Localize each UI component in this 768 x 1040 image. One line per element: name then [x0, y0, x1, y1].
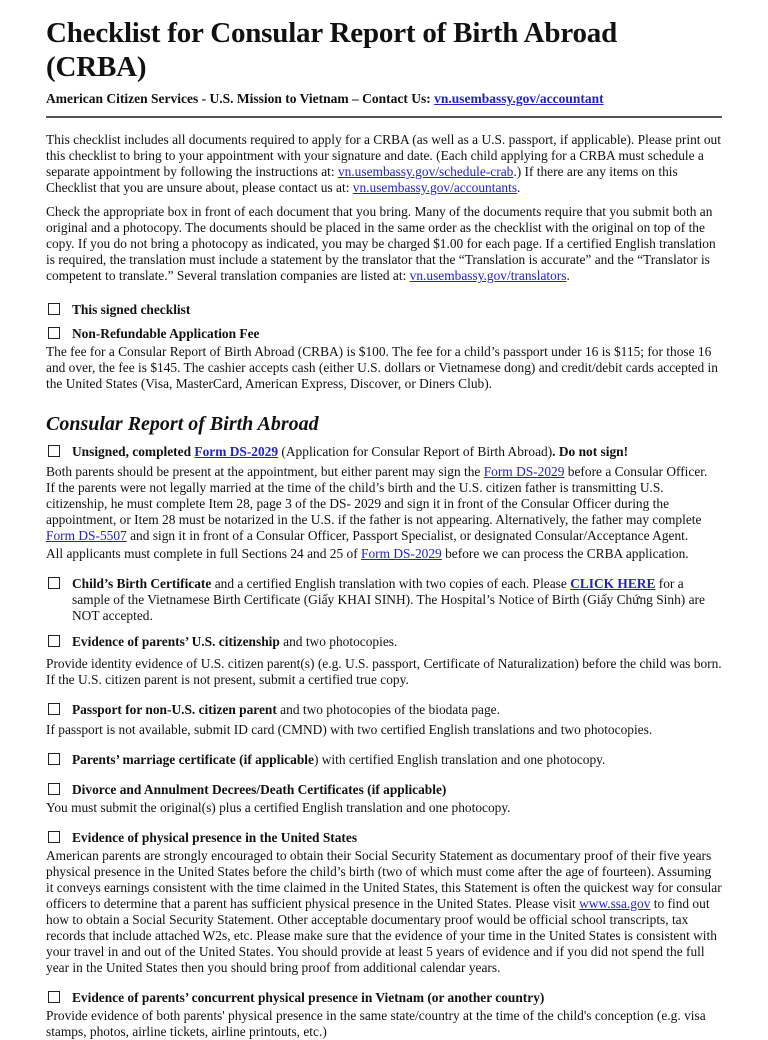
ssa-link[interactable]: www.ssa.gov — [579, 896, 651, 911]
intro-paragraph-1: This checklist includes all documents required to apply for a CRBA (as well as a U.S. passport, if applicable). Please print out this checklist to bring to your appointment with your signature and date. (Each child applying for a CRBA must schedule a separate appointment by following the instructions at: vn.usembassy.gov/schedule-crab.) If there are any items on this Checklist that you are unsure about, please contact us at: vn.usembassy.gov/accountants. — [46, 132, 721, 195]
checkbox[interactable] — [48, 635, 60, 647]
checklist-item-citizenship: Evidence of parents’ U.S. citizenship and two photocopies. — [46, 634, 722, 650]
checklist-item-birth-certificate: Child’s Birth Certificate and a certified English translation with two copies of each. Please CLICK HERE for a sample of the Vietnamese Birth Certificate (Giấy KHAI SINH). The Hospital’s Notice of Birth (Giấy Chứng Sinh) are NOT accepted. — [46, 576, 722, 624]
checkbox[interactable] — [48, 753, 60, 765]
checklist-item-signed: This signed checklist — [46, 302, 722, 318]
page-title: Checklist for Consular Report of Birth Abroad (CRBA) — [46, 17, 618, 83]
checkbox[interactable] — [48, 783, 60, 795]
click-here-link[interactable]: CLICK HERE — [570, 576, 656, 591]
ds2029-description-3: All applicants must complete in full Sections 24 and 25 of Form DS-2029 before we can process the CRBA application. — [46, 546, 689, 561]
checklist-item-physical-presence-vn: Evidence of parents’ concurrent physical presence in Vietnam (or another country) — [46, 990, 722, 1006]
physical-presence-vn-description: Provide evidence of both parents' physical presence in the same state/country at the time of the child's conception (e.g. visa stamps, photos, airline tickets, airline printouts, etc.) — [46, 1008, 706, 1039]
contact-link[interactable]: vn.usembassy.gov/accountant — [434, 91, 604, 106]
header-divider — [46, 116, 722, 118]
divorce-description: You must submit the original(s) plus a certified English translation and one photocopy. — [46, 800, 511, 815]
citizenship-description: Provide identity evidence of U.S. citizen parent(s) (e.g. U.S. passport, Certificate of Naturalization) before the child was born. If the U.S. citizen parent is not present, submit a certified true copy. — [46, 656, 722, 687]
translators-link[interactable]: vn.usembassy.gov/translators — [409, 268, 567, 283]
non-us-passport-description: If passport is not available, submit ID card (CMND) with two certified English translations and two photocopies. — [46, 722, 653, 737]
form-ds2029-link[interactable]: Form DS-2029 — [194, 444, 279, 459]
form-ds5507-link[interactable]: Form DS-5507 — [46, 528, 127, 543]
checklist-item-physical-presence-us: Evidence of physical presence in the United States — [46, 830, 722, 846]
section-title-crba: Consular Report of Birth Abroad — [46, 413, 319, 435]
accountants-link[interactable]: vn.usembassy.gov/accountants — [352, 180, 518, 195]
schedule-link[interactable]: vn.usembassy.gov/schedule-crab — [337, 164, 514, 179]
intro-paragraph-2: Check the appropriate box in front of each document that you bring. Many of the documents require that you submit both an original and a photocopy. The documents should be placed in the same order as the checklist with the original on top of the copy. If you do not bring a photocopy as indicated, you may be charged $1.00 for each page. If a certified English translation is required, the translation must include a statement by the translator that the “Translation is accurate” and the “Translator is competent to translate.” Several translation companies are listed at: vn.usembassy.gov/translators. — [46, 204, 716, 283]
fee-description: The fee for a Consular Report of Birth Abroad (CRBA) is $100. The fee for a child’s passport under 16 is $115; for those 16 and over, the fee is $145. The cashier accepts cash (either U.S. dollars or Vietnamese dong) and credit/debit cards accepted in the United States (Visa, MasterCard, American Express, Discover, or Diners Club). — [46, 344, 718, 391]
ds2029-description-1: Both parents should be present at the appointment, but either parent may sign the Form DS-2029 before a Consular Officer. — [46, 464, 708, 479]
contact-line: American Citizen Services - U.S. Mission to Vietnam – Contact Us: vn.usembassy.gov/accountant — [46, 91, 604, 106]
checklist-item-fee: Non-Refundable Application Fee — [46, 326, 722, 342]
form-ds2029-link[interactable]: Form DS-2029 — [483, 464, 565, 479]
form-ds2029-link[interactable]: Form DS-2029 — [361, 546, 442, 561]
ds2029-description-2: If the parents were not legally married at the time of the child’s birth and the U.S. citizen father is transmitting U.S. citizenship, he must complete Item 28, page 3 of the DS- 2029 and sign it in front of the Consular Officer during the appointment, or Item 28 must be notarized in the U.S. if the father is not appearing. Alternatively, the father may complete Form DS-5507 and sign it in front of a Consular Officer, Passport Specialist, or designated Consular/Acceptance Agent. — [46, 480, 702, 543]
checkbox[interactable] — [48, 991, 60, 1003]
physical-presence-us-description: American parents are strongly encouraged to obtain their Social Security Statement as documentary proof of their five years physical presence in the United States before the child’s birth (two of which must come after the age of fourteen). Assuming it conveys earnings consistent with the time claimed in the United States, this Statement is often the quickest way for consular officers to determine that a parent has sufficient physical presence in the United States. Please visit www.ssa.gov to find out how to obtain a Social Security Statement. Other acceptable documentary proof would be official school transcripts, tax records that include attached W2s, etc. Please make sure that the evidence of your time in the United States is consistent with your travel in and out of the United States. You should provide at least 5 years of evidence and if you did not spend the full year in the United States then you should bring proof from additional calendar years. — [46, 848, 722, 975]
checkbox[interactable] — [48, 577, 60, 589]
checklist-item-divorce: Divorce and Annulment Decrees/Death Certificates (if applicable) — [46, 782, 722, 798]
checklist-item-marriage: Parents’ marriage certificate (if applicable) with certified English translation and one photocopy. — [46, 752, 722, 768]
checkbox[interactable] — [48, 445, 60, 457]
checkbox[interactable] — [48, 327, 60, 339]
checklist-item-ds2029: Unsigned, completed Form DS-2029 (Application for Consular Report of Birth Abroad). Do not sign! — [46, 444, 722, 460]
checkbox[interactable] — [48, 831, 60, 843]
checkbox[interactable] — [48, 703, 60, 715]
checkbox[interactable] — [48, 303, 60, 315]
checklist-item-non-us-passport: Passport for non-U.S. citizen parent and two photocopies of the biodata page. — [46, 702, 722, 718]
